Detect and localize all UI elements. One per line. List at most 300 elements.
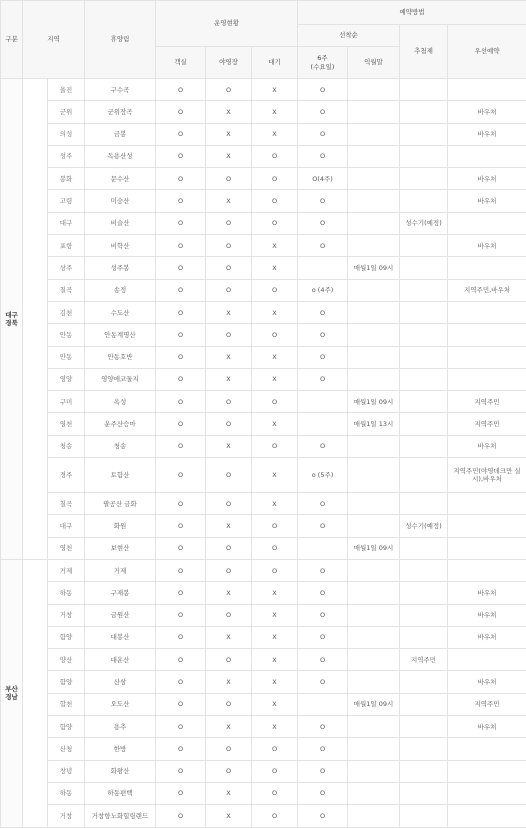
waiting-status: O [252,212,298,234]
lottery [400,693,448,715]
next-month-booking [348,190,400,212]
area-name: 거제 [48,559,85,581]
table-row [1,346,526,368]
rooms-status: O [156,493,206,515]
waiting-status: X [252,413,298,435]
rooms-status: O [156,782,206,804]
lottery [400,324,448,346]
table-row [1,123,526,145]
lottery [400,738,448,760]
camping-status: X [206,671,252,693]
table-row [1,168,526,190]
priority-booking [448,782,526,804]
waiting-status: O [252,168,298,190]
area-name: 포항 [48,235,85,257]
waiting-status: O [252,559,298,581]
six-week-booking: O [298,101,348,123]
forest-name: 금봉 [85,123,156,145]
camping-status: X [206,190,252,212]
rooms-status: O [156,368,206,390]
waiting-status: X [252,493,298,515]
header-6-weeks: 6주 (수요일) [298,47,348,79]
next-month-booking [348,671,400,693]
rooms-status: O [156,582,206,604]
six-week-booking: O [298,649,348,671]
camping-status: X [206,145,252,167]
table-row [1,559,526,581]
waiting-status: X [252,582,298,604]
six-week-booking: O [298,324,348,346]
lottery [400,413,448,435]
lottery: 성수기(예정) [400,515,448,537]
priority-booking: 지역주민,바우처 [448,279,526,301]
rooms-status: O [156,604,206,626]
header-reservation: 예약방법 [298,1,526,25]
six-week-booking: O [298,805,348,827]
table-row [1,190,526,212]
rooms-status: O [156,324,206,346]
lottery [400,279,448,301]
area-name: 안동 [48,346,85,368]
rooms-status: O [156,435,206,457]
table-row [1,235,526,257]
camping-status: O [206,738,252,760]
area-name: 칠곡 [48,493,85,515]
waiting-status: O [252,435,298,457]
camping-status: X [206,101,252,123]
rooms-status: O [156,559,206,581]
next-month-booking [348,738,400,760]
forest-name: 화왕산 [85,760,156,782]
next-month-booking: 매월1일 09시 [348,257,400,279]
forest-name: 독용산성 [85,145,156,167]
lottery [400,168,448,190]
six-week-booking: O [298,515,348,537]
lottery [400,391,448,413]
next-month-booking [348,235,400,257]
lottery [400,671,448,693]
next-month-booking [348,212,400,234]
camping-status: X [206,782,252,804]
area-name: 양산 [48,649,85,671]
region-name: 대구 경북 [1,79,23,560]
six-week-booking [298,693,348,715]
next-month-booking [348,716,400,738]
camping-status: O [206,493,252,515]
lottery [400,559,448,581]
six-week-booking: O [298,235,348,257]
camping-status: X [206,626,252,648]
waiting-status: O [252,537,298,559]
priority-booking [448,79,526,101]
six-week-booking: O [298,123,348,145]
rooms-status: O [156,458,206,493]
rooms-status: O [156,101,206,123]
six-week-booking: O [298,559,348,581]
rooms-status: O [156,626,206,648]
six-week-booking [298,537,348,559]
forest-name: 비학산 [85,235,156,257]
table-row [1,649,526,671]
priority-booking: 바우처 [448,190,526,212]
rooms-status: O [156,279,206,301]
area-name: 대구 [48,212,85,234]
camping-status: O [206,279,252,301]
table-row [1,212,526,234]
forest-name: 금원산 [85,604,156,626]
table-row [1,458,526,493]
table-row [1,716,526,738]
table-row [1,626,526,648]
waiting-status: X [252,235,298,257]
next-month-booking [348,123,400,145]
forest-name: 한방 [85,738,156,760]
forest-name: 운주산승마 [85,413,156,435]
next-month-booking [348,145,400,167]
priority-booking: 바우처 [448,235,526,257]
next-month-booking: 매월1일 09시 [348,391,400,413]
forest-name: 군위장곡 [85,101,156,123]
table-row [1,493,526,515]
waiting-status: O [252,760,298,782]
camping-status: X [206,123,252,145]
priority-booking [448,212,526,234]
waiting-status: O [252,145,298,167]
lottery [400,458,448,493]
area-name: 칠곡 [48,279,85,301]
forest-name: 거제 [85,559,156,581]
table-row [1,301,526,323]
area-name: 상주 [48,257,85,279]
area-name: 김천 [48,301,85,323]
area-name: 안동 [48,324,85,346]
table-row [1,101,526,123]
next-month-booking [348,79,400,101]
rooms-status: O [156,537,206,559]
area-name: 울진 [48,79,85,101]
six-week-booking: O [298,346,348,368]
lottery [400,782,448,804]
table-row [1,693,526,715]
area-name: 함양 [48,671,85,693]
rooms-status: O [156,145,206,167]
rooms-status: O [156,693,206,715]
next-month-booking: 매월1일 13시 [348,413,400,435]
table-row [1,391,526,413]
area-name: 거창 [48,805,85,827]
waiting-status: X [252,716,298,738]
lottery [400,582,448,604]
next-month-booking [348,515,400,537]
six-week-booking: O [298,582,348,604]
camping-status: X [206,346,252,368]
camping-status: O [206,458,252,493]
region-spacer [23,559,48,827]
next-month-booking [348,782,400,804]
forest-name: 대운산 [85,649,156,671]
waiting-status: X [252,626,298,648]
area-name: 영천 [48,413,85,435]
waiting-status: X [252,649,298,671]
forest-name: 성주봉 [85,257,156,279]
next-month-booking [348,301,400,323]
next-month-booking [348,279,400,301]
area-name: 영천 [48,537,85,559]
waiting-status: X [252,458,298,493]
rooms-status: O [156,168,206,190]
camping-status: O [206,212,252,234]
waiting-status: X [252,257,298,279]
lottery: 지역주민 [400,649,448,671]
rooms-status: O [156,123,206,145]
lottery [400,604,448,626]
priority-booking [448,515,526,537]
forest-name: 오도산 [85,693,156,715]
waiting-status: X [252,301,298,323]
forest-name: 팔공산 금화 [85,493,156,515]
six-week-booking: O [298,190,348,212]
area-name: 봉화 [48,168,85,190]
area-name: 하동 [48,582,85,604]
priority-booking [448,649,526,671]
six-week-booking: O [298,368,348,390]
region-name: 부산 경남 [1,559,23,827]
forest-name: 안동호반 [85,346,156,368]
priority-booking [448,559,526,581]
header-group: 구분 [1,1,23,79]
waiting-status: X [252,346,298,368]
priority-booking [448,257,526,279]
table-row [1,738,526,760]
area-name: 함양 [48,626,85,648]
area-name: 성주 [48,145,85,167]
waiting-status: O [252,515,298,537]
header-priority: 우선예약 [448,25,526,79]
next-month-booking [348,559,400,581]
rooms-status: O [156,301,206,323]
area-name: 고령 [48,190,85,212]
next-month-booking [348,458,400,493]
lottery [400,435,448,457]
priority-booking [448,301,526,323]
six-week-booking: O [298,716,348,738]
table-row [1,279,526,301]
lottery [400,190,448,212]
camping-status: X [206,716,252,738]
lottery [400,346,448,368]
six-week-booking: O [298,301,348,323]
area-name: 산청 [48,738,85,760]
forest-name: 거창항노화힐링랜드 [85,805,156,827]
lottery [400,301,448,323]
area-name: 창녕 [48,760,85,782]
lottery [400,537,448,559]
lottery [400,368,448,390]
six-week-booking [298,257,348,279]
six-week-booking: O [298,782,348,804]
six-week-booking [298,391,348,413]
table-row [1,537,526,559]
lottery [400,101,448,123]
next-month-booking [348,101,400,123]
camping-status: O [206,559,252,581]
priority-booking [448,346,526,368]
priority-booking: 지역주민(야영데크만 실시),바우처 [448,458,526,493]
header-forest: 휴양림 [85,1,156,79]
next-month-booking [348,582,400,604]
six-week-booking: O [298,212,348,234]
next-month-booking [348,805,400,827]
six-week-booking: O [298,760,348,782]
lottery [400,235,448,257]
table-row [1,79,526,101]
priority-booking: 바우처 [448,435,526,457]
six-week-booking: O [298,626,348,648]
area-name: 영양 [48,368,85,390]
table-row [1,760,526,782]
rooms-status: O [156,760,206,782]
header-rooms: 객실 [156,47,206,79]
priority-booking [448,324,526,346]
priority-booking [448,760,526,782]
header-camping: 야영장 [206,47,252,79]
table-row [1,582,526,604]
forest-name: 화원 [85,515,156,537]
camping-status: O [206,537,252,559]
next-month-booking [348,324,400,346]
priority-booking [448,805,526,827]
area-name: 구미 [48,391,85,413]
rooms-status: O [156,671,206,693]
table-row [1,413,526,435]
six-week-booking: O(4주) [298,168,348,190]
header-lottery: 추첨제 [400,25,448,79]
waiting-status: X [252,604,298,626]
waiting-status: O [252,190,298,212]
priority-booking: 바우처 [448,671,526,693]
priority-booking: 바우처 [448,604,526,626]
waiting-status: O [252,391,298,413]
lottery [400,493,448,515]
area-name: 하동 [48,782,85,804]
waiting-status: X [252,123,298,145]
rooms-status: O [156,391,206,413]
camping-status: X [206,805,252,827]
lottery [400,805,448,827]
table-row [1,257,526,279]
area-name: 청송 [48,435,85,457]
area-name: 군위 [48,101,85,123]
six-week-booking [298,413,348,435]
camping-status: O [206,760,252,782]
six-week-booking: O [298,493,348,515]
table-row [1,671,526,693]
waiting-status: X [252,101,298,123]
priority-booking: 지역주민 [448,693,526,715]
waiting-status: O [252,279,298,301]
region-spacer [23,79,48,560]
camping-status: O [206,168,252,190]
next-month-booking [348,168,400,190]
rooms-status: O [156,649,206,671]
area-name: 대구 [48,515,85,537]
area-name: 함양 [48,716,85,738]
priority-booking: 바우처 [448,123,526,145]
rooms-status: O [156,413,206,435]
priority-booking [448,738,526,760]
next-month-booking [348,368,400,390]
next-month-booking [348,346,400,368]
table-row [1,368,526,390]
forest-name: 옥성 [85,391,156,413]
header-area: 지역 [23,1,85,79]
forest-name: 구수곡 [85,79,156,101]
camping-status: X [206,301,252,323]
waiting-status: O [252,782,298,804]
priority-booking: 바우처 [448,168,526,190]
next-month-booking [348,435,400,457]
camping-status: O [206,391,252,413]
waiting-status: O [252,805,298,827]
waiting-status: X [252,368,298,390]
header-first-come: 선착순 [298,25,400,47]
lottery: 성수기(예정) [400,212,448,234]
rooms-status: O [156,346,206,368]
six-week-booking: o (4주) [298,279,348,301]
next-month-booking [348,604,400,626]
six-week-booking: o (5주) [298,458,348,493]
table-row [1,805,526,827]
priority-booking [448,493,526,515]
table-row [1,782,526,804]
forest-name: 영양에코둘지 [85,368,156,390]
next-month-booking: 매월1일 09시 [348,537,400,559]
camping-status: O [206,604,252,626]
forest-name: 보현산 [85,537,156,559]
forest-name: 비슬산 [85,212,156,234]
rooms-status: O [156,716,206,738]
next-month-booking [348,493,400,515]
forest-name: 하동편백 [85,782,156,804]
table-row [1,324,526,346]
forest-name: 용추 [85,716,156,738]
rooms-status: O [156,235,206,257]
priority-booking [448,537,526,559]
camping-status: O [206,257,252,279]
priority-booking [448,368,526,390]
forest-name: 산삼 [85,671,156,693]
forest-name: 송정 [85,279,156,301]
rooms-status: O [156,257,206,279]
waiting-status: X [252,79,298,101]
next-month-booking [348,626,400,648]
waiting-status: X [252,693,298,715]
lottery [400,760,448,782]
camping-status: X [206,515,252,537]
forest-name: 청송 [85,435,156,457]
priority-booking: 바우처 [448,101,526,123]
table-row [1,515,526,537]
lottery [400,257,448,279]
table-row [1,604,526,626]
camping-status: O [206,693,252,715]
next-month-booking: 매월1일 09시 [348,693,400,715]
priority-booking: 바우처 [448,582,526,604]
camping-status: O [206,324,252,346]
camping-status: O [206,413,252,435]
table-row [1,435,526,457]
lottery [400,626,448,648]
